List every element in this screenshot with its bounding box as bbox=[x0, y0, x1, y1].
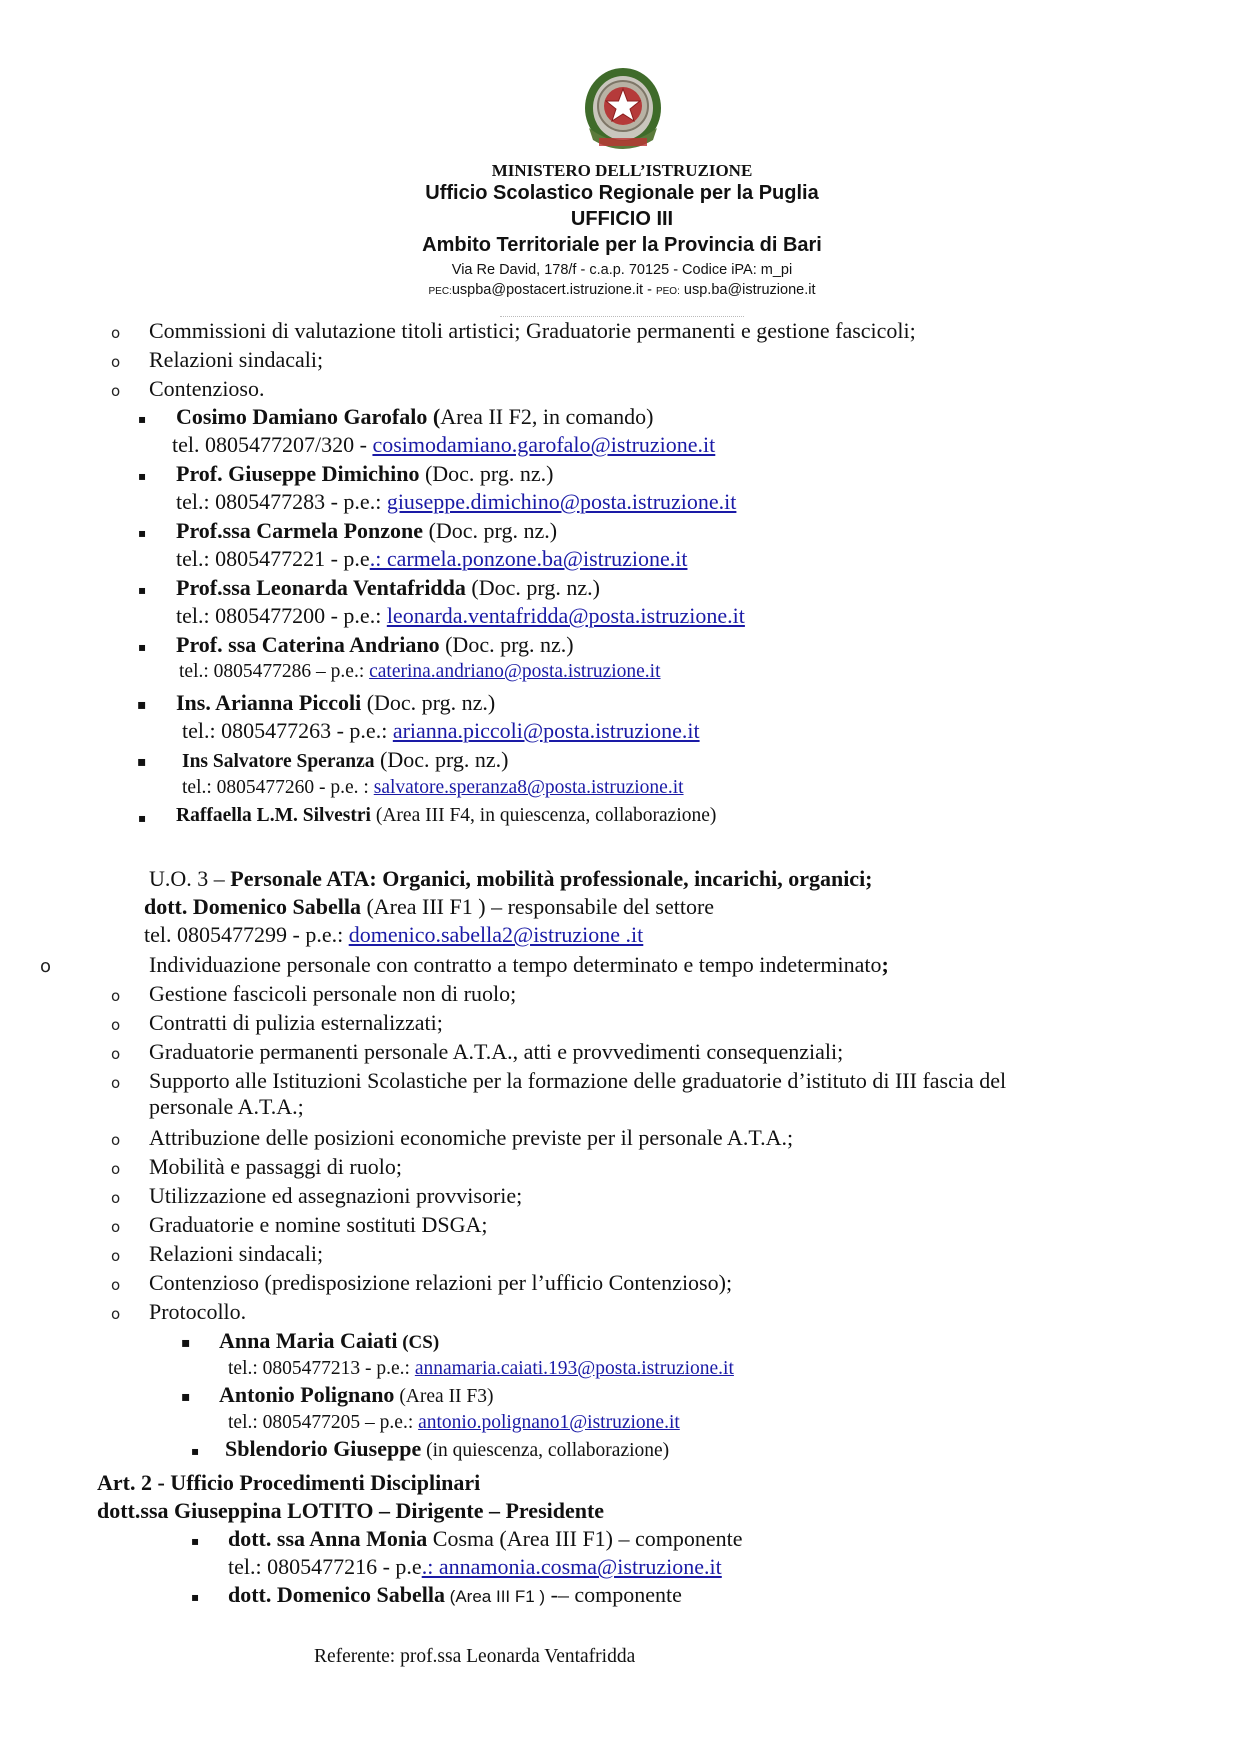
staff-name: Ins. Arianna Piccoli (Doc. prg. nz.) bbox=[176, 690, 496, 715]
uo3-email-link[interactable]: domenico.sabella2@istruzione .it bbox=[348, 922, 644, 947]
staff-email-link[interactable]: caterina.andriano@posta.istruzione.it bbox=[369, 661, 661, 682]
peo-address: usp.ba@istruzione.it bbox=[683, 282, 816, 298]
ministry-title: MINISTERO DELL’ISTRUZIONE bbox=[491, 161, 753, 180]
staff-contact: tel.: 0805477263 - p.e.: arianna.piccoli@posta.istruzione.it bbox=[182, 718, 700, 743]
member-email-link[interactable]: .: annamonia.cosma@istruzione.it bbox=[421, 1554, 722, 1579]
task-item: Commissioni di valutazione titoli artistici; Graduatorie permanenti e gestione fascicoli; bbox=[149, 318, 916, 343]
staff-name: Cosimo Damiano Garofalo (Area II F2, in comando) bbox=[176, 404, 654, 429]
member-name: dott. Domenico Sabella (Area III F1 ) -– componente bbox=[228, 1582, 682, 1607]
staff-name: Prof.ssa Leonarda Ventafridda (Doc. prg. nz.) bbox=[176, 575, 600, 600]
list-bullet: o bbox=[111, 1045, 121, 1063]
pec-label: PEC: bbox=[428, 286, 452, 297]
task-item-continuation: personale A.T.A.; bbox=[149, 1094, 304, 1119]
task-item: Mobilità e passaggi di ruolo; bbox=[149, 1154, 402, 1179]
staff-email-link[interactable]: salvatore.speranza8@posta.istruzione.it bbox=[373, 777, 684, 798]
separator: - bbox=[643, 282, 656, 298]
square-bullet: ▪ bbox=[138, 469, 147, 483]
staff-name: Raffaella L.M. Silvestri (Area III F4, in quiescenza, collaborazione) bbox=[176, 805, 717, 826]
list-bullet: o bbox=[111, 353, 121, 371]
staff-contact: tel.: 0805477286 – p.e.: caterina.andriano@posta.istruzione.it bbox=[179, 661, 661, 682]
task-item: Graduatorie permanenti personale A.T.A., atti e provvedimenti consequenziali; bbox=[149, 1039, 844, 1064]
list-bullet: o bbox=[111, 1131, 121, 1149]
staff-contact: tel.: 0805477283 - p.e.: giuseppe.dimichino@posta.istruzione.it bbox=[176, 489, 737, 514]
staff-contact: tel.: 0805477200 - p.e.: leonarda.ventafridda@posta.istruzione.it bbox=[176, 603, 745, 628]
referent-line: Referente: prof.ssa Leonarda Ventafridda bbox=[314, 1646, 636, 1667]
list-bullet: o bbox=[111, 1074, 121, 1092]
staff-contact: tel.: 0805477205 – p.e.: antonio.polignano1@istruzione.it bbox=[228, 1412, 680, 1433]
staff-name: Ins Salvatore Speranza (Doc. prg. nz.) bbox=[182, 747, 509, 772]
square-bullet: ▪ bbox=[137, 754, 147, 770]
staff-name: Antonio Polignano (Area II F3) bbox=[219, 1382, 494, 1407]
article-2-title: Art. 2 - Ufficio Procedimenti Disciplinari bbox=[97, 1470, 481, 1495]
task-item: Graduatorie e nomine sostituti DSGA; bbox=[149, 1212, 488, 1237]
square-bullet: ▪ bbox=[138, 412, 147, 426]
square-bullet: ▪ bbox=[138, 811, 147, 825]
list-bullet: o bbox=[111, 1218, 121, 1236]
pec-address: uspba@postacert.istruzione.it bbox=[451, 282, 644, 298]
list-bullet: o bbox=[40, 956, 52, 977]
staff-email-link[interactable]: leonarda.ventafridda@posta.istruzione.it bbox=[386, 603, 745, 628]
task-item: Individuazione personale con contratto a tempo determinato e tempo indeterminato; bbox=[149, 952, 889, 977]
square-bullet: ▪ bbox=[181, 1389, 191, 1405]
article-2-president: dott.ssa Giuseppina LOTITO – Dirigente – Presidente bbox=[97, 1498, 605, 1523]
member-contact: tel.: 0805477216 - p.e.: annamonia.cosma@istruzione.it bbox=[228, 1554, 722, 1579]
staff-contact: tel.: 0805477213 - p.e.: annamaria.caiati.193@posta.istruzione.it bbox=[228, 1358, 734, 1379]
address-line: Via Re David, 178/f - c.a.p. 70125 - Codice iPA: m_pi bbox=[451, 262, 793, 278]
staff-email-link[interactable]: annamaria.caiati.193@posta.istruzione.it bbox=[414, 1358, 734, 1379]
uo3-contact: tel. 0805477299 - p.e.: domenico.sabella2@istruzione .it bbox=[144, 922, 644, 947]
task-item: Protocollo. bbox=[149, 1299, 247, 1324]
square-bullet: ▪ bbox=[191, 1444, 200, 1458]
square-bullet: ▪ bbox=[138, 583, 147, 597]
uo3-title: U.O. 3 – Personale ATA: Organici, mobilità professionale, incarichi, organici; bbox=[149, 866, 873, 891]
staff-email-link[interactable]: arianna.piccoli@posta.istruzione.it bbox=[392, 718, 700, 743]
list-bullet: o bbox=[111, 324, 121, 342]
task-item: Attribuzione delle posizioni economiche previste per il personale A.T.A.; bbox=[149, 1125, 794, 1150]
list-bullet: o bbox=[111, 1016, 121, 1034]
staff-email-link[interactable]: giuseppe.dimichino@posta.istruzione.it bbox=[386, 489, 737, 514]
staff-name: Anna Maria Caiati (CS) bbox=[219, 1328, 440, 1353]
list-bullet: o bbox=[111, 382, 121, 400]
header-divider bbox=[500, 316, 744, 317]
square-bullet: ▪ bbox=[191, 1590, 200, 1604]
list-bullet: o bbox=[111, 987, 121, 1005]
task-item: Gestione fascicoli personale non di ruolo; bbox=[149, 981, 517, 1006]
staff-name: Prof.ssa Carmela Ponzone (Doc. prg. nz.) bbox=[176, 518, 558, 543]
ambit-title: Ambito Territoriale per la Provincia di Bari bbox=[422, 234, 822, 256]
task-item: Contratti di pulizia esternalizzati; bbox=[149, 1010, 443, 1035]
staff-name: Prof. ssa Caterina Andriano (Doc. prg. nz.) bbox=[176, 632, 574, 657]
uo3-manager: dott. Domenico Sabella (Area III F1 ) – responsabile del settore bbox=[144, 894, 715, 919]
department-title: UFFICIO III bbox=[570, 208, 674, 230]
list-bullet: o bbox=[111, 1276, 121, 1294]
list-bullet: o bbox=[111, 1189, 121, 1207]
staff-contact: tel. 0805477207/320 - cosimodamiano.garofalo@istruzione.it bbox=[172, 432, 716, 457]
square-bullet: ▪ bbox=[191, 1534, 200, 1548]
staff-contact: tel.: 0805477221 - p.e.: carmela.ponzone.ba@istruzione.it bbox=[176, 546, 688, 571]
staff-email-link[interactable]: .: carmela.ponzone.ba@istruzione.it bbox=[369, 546, 688, 571]
staff-email-link[interactable]: antonio.polignano1@istruzione.it bbox=[418, 1412, 680, 1433]
member-name: dott. ssa Anna Monia Cosma (Area III F1) – componente bbox=[228, 1526, 743, 1551]
list-bullet: o bbox=[111, 1247, 121, 1265]
square-bullet: ▪ bbox=[181, 1335, 191, 1351]
staff-email-link[interactable]: cosimodamiano.garofalo@istruzione.it bbox=[372, 432, 716, 457]
task-item: Relazioni sindacali; bbox=[149, 1241, 324, 1266]
square-bullet: ▪ bbox=[138, 640, 147, 654]
regional-office-title: Ufficio Scolastico Regionale per la Puglia bbox=[425, 182, 819, 204]
task-item: Utilizzazione ed assegnazioni provvisorie; bbox=[149, 1183, 523, 1208]
staff-contact: tel.: 0805477260 - p.e. : salvatore.speranza8@posta.istruzione.it bbox=[182, 777, 684, 798]
italian-republic-emblem bbox=[577, 58, 669, 154]
staff-name: Sblendorio Giuseppe (in quiescenza, collaborazione) bbox=[225, 1436, 670, 1461]
task-item: Contenzioso. bbox=[149, 376, 265, 401]
peo-label: PEO: bbox=[655, 286, 680, 297]
square-bullet: ▪ bbox=[137, 697, 147, 713]
list-bullet: o bbox=[111, 1305, 121, 1323]
square-bullet: ▪ bbox=[138, 526, 147, 540]
task-item: Contenzioso (predisposizione relazioni per l’ufficio Contenzioso); bbox=[149, 1270, 733, 1295]
email-line bbox=[0, 282, 1244, 298]
list-bullet: o bbox=[111, 1160, 121, 1178]
task-item: Relazioni sindacali; bbox=[149, 347, 324, 372]
task-item: Supporto alle Istituzioni Scolastiche per la formazione delle graduatorie d’istituto di III fascia del bbox=[149, 1068, 1007, 1093]
staff-name: Prof. Giuseppe Dimichino (Doc. prg. nz.) bbox=[176, 461, 554, 486]
